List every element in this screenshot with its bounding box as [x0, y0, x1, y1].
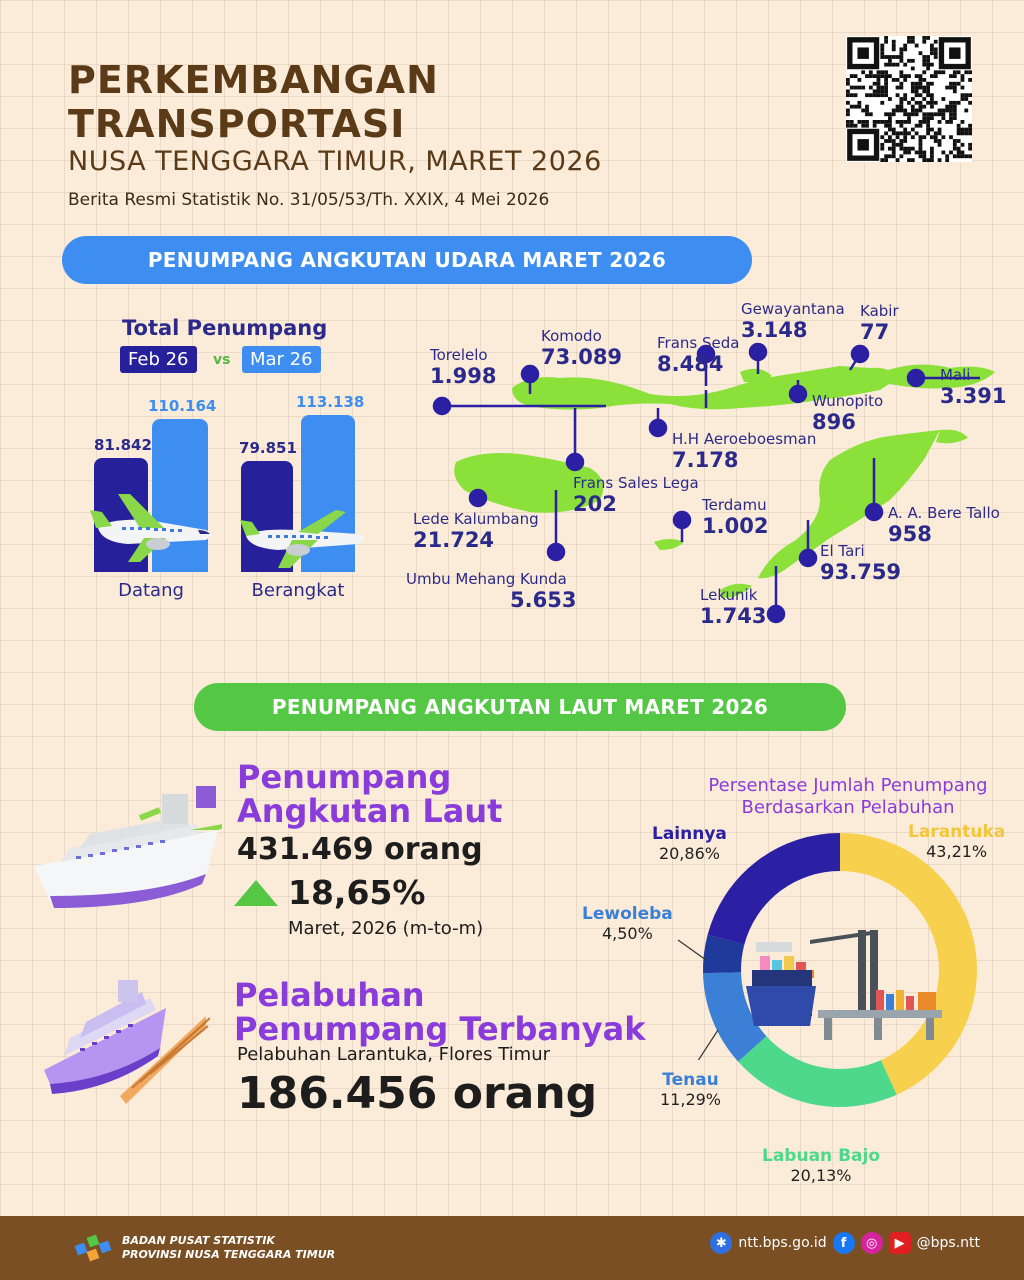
- airport-aa-bere-tallo: A. A. Bere Tallo 958: [888, 504, 1000, 546]
- title-line-2: TRANSPORTASI: [68, 102, 406, 146]
- airport-mali: Mali 3.391: [940, 366, 1007, 408]
- org-name: BADAN PUSAT STATISTIK PROVINSI NUSA TENGGARA TIMUR: [122, 1234, 336, 1261]
- island-sabu: [654, 539, 684, 550]
- donut-chart: [700, 830, 980, 1110]
- top-port-count: 186.456 orang: [237, 1068, 598, 1119]
- social-handle[interactable]: @bps.ntt: [916, 1235, 980, 1251]
- facebook-icon[interactable]: f: [833, 1232, 855, 1254]
- airplane-icon: [238, 506, 374, 572]
- chart-title: Persentase Jumlah Penumpang Berdasarkan Pelabuhan: [708, 775, 988, 818]
- bar-label-berangkat-feb: 79.851: [239, 439, 297, 457]
- airport-torelelo: Torelelo 1.998: [430, 346, 497, 388]
- sea-period: Maret, 2026 (m-to-m): [288, 918, 484, 939]
- bar-label-datang-feb: 81.842: [94, 436, 152, 454]
- slice-label-tenau: Tenau 11,29%: [660, 1070, 722, 1109]
- donut-slice-larantuka: [840, 852, 958, 1077]
- airplane-icon: [88, 488, 220, 564]
- instagram-icon[interactable]: ◎: [861, 1232, 883, 1254]
- slice-label-lewoleba: Lewoleba 4,50%: [582, 904, 673, 943]
- airport-wunopito: Wunopito 896: [812, 392, 884, 434]
- slice-label-larantuka: Larantuka 43,21%: [908, 822, 1006, 861]
- port-heading: Pelabuhan Penumpang Terbanyak: [234, 976, 646, 1048]
- cruise-ship-icon: [30, 784, 222, 914]
- total-passenger-label: Total Penumpang: [122, 316, 328, 340]
- airport-umbu-mehang-kunda: Umbu Mehang Kunda 5.653: [406, 570, 577, 612]
- airport-lekunik: Lekunik 1.743: [700, 586, 767, 628]
- bar-category-berangkat: Berangkat: [251, 580, 345, 601]
- island-alor: [936, 430, 968, 444]
- air-section-header: PENUMPANG ANGKUTAN UDARA MARET 2026: [62, 236, 752, 284]
- airport-lede-kalumbang: Lede Kalumbang 21.724: [413, 510, 539, 552]
- qr-code-icon: [843, 36, 975, 162]
- bar-label-berangkat-mar: 113.138: [296, 393, 365, 411]
- airport-gewayantana: Gewayantana 3.148: [741, 300, 845, 342]
- donut-slice-lainnya: [726, 852, 840, 940]
- slice-label-lainnya: Lainnya 20,86%: [652, 824, 727, 863]
- leader-lines: [640, 920, 720, 1060]
- legend-mar: Mar 26: [242, 346, 321, 373]
- youtube-icon[interactable]: ▶: [889, 1232, 911, 1254]
- donut-slice-labuan-bajo: [752, 1049, 889, 1088]
- release-info: Berita Resmi Statistik No. 31/05/53/Th. XXIX, 4 Mei 2026: [68, 190, 550, 210]
- globe-icon[interactable]: ✱: [710, 1232, 732, 1254]
- slice-label-labuan-bajo: Labuan Bajo 20,13%: [762, 1146, 881, 1185]
- top-port-name: Pelabuhan Larantuka, Flores Timur: [237, 1044, 550, 1065]
- port-crane-icon: [746, 930, 942, 1040]
- ferry-dock-icon: [40, 956, 210, 1108]
- page-title: [68, 58, 439, 146]
- title-line-1: PERKEMBANGAN: [68, 58, 439, 102]
- airport-komodo: Komodo 73.089: [541, 327, 623, 369]
- bar-label-datang-mar: 110.164: [148, 397, 217, 415]
- social-links: [710, 1232, 980, 1254]
- airport-hh-aeroeboesman: H.H Aeroeboesman 7.178: [672, 430, 817, 472]
- airport-kabir: Kabir 77: [860, 302, 899, 344]
- arrow-up-icon: [234, 880, 278, 906]
- donut-slice-tenau: [722, 973, 752, 1049]
- sea-change-percent: 18,65%: [288, 873, 426, 912]
- sea-heading: Penumpang Angkutan Laut: [237, 758, 503, 830]
- bps-logo-icon: [72, 1230, 116, 1266]
- airport-frans-sales-lega: Frans Sales Lega 202: [573, 474, 699, 516]
- legend-feb: Feb 26: [120, 346, 197, 373]
- legend-vs: vs: [213, 352, 231, 368]
- airport-terdamu: Terdamu 1.002: [702, 496, 769, 538]
- sea-passenger-count: 431.469 orang: [237, 832, 483, 867]
- bar-category-datang: Datang: [118, 580, 184, 601]
- airport-el-tari: El Tari 93.759: [820, 542, 902, 584]
- sea-section-header: PENUMPANG ANGKUTAN LAUT MARET 2026: [194, 683, 846, 731]
- website-link[interactable]: ntt.bps.go.id: [738, 1235, 827, 1251]
- page-subtitle: NUSA TENGGARA TIMUR, MARET 2026: [68, 146, 602, 177]
- airport-frans-seda: Frans Seda 8.484: [657, 334, 740, 376]
- donut-slice-lewoleba: [722, 940, 726, 973]
